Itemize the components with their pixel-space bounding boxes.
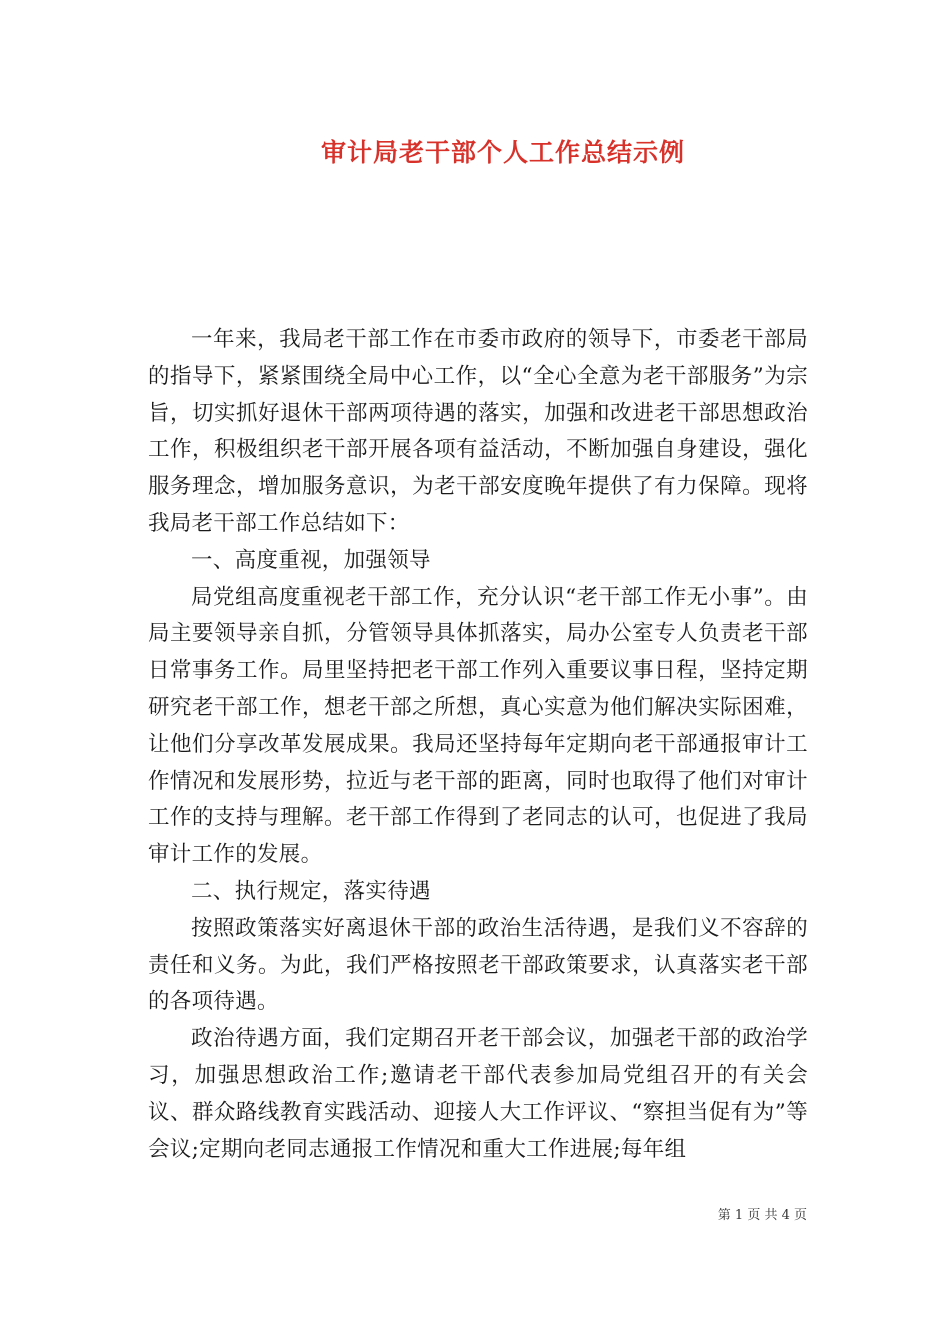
document-title: 审计局老干部个人工作总结示例 <box>320 138 685 167</box>
paragraph-intro: 一年来，我局老干部工作在市委市政府的领导下，市委老干部局的指导下，紧紧围绕全局中心工作，以“全心全意为老干部服务”为宗旨，切实抓好退休干部两项待遇的落实，加强和改进老干部思想政治工作，积极组织老干部开展各项有益活动，不断加强自身建设，强化服务理念，增加服务意识，为老干部安度晚年提供了有力保障。现将我局老干部工作总结如下： <box>148 327 808 536</box>
paragraph-section-1: 局党组高度重视老干部工作，充分认识“老干部工作无小事”。由局主要领导亲自抓，分管领导具体抓落实，局办公室专人负责老干部日常事务工作。局里坚持把老干部工作列入重要议事日程，坚持定期研究老干部工作，想老干部之所想，真心实意为他们解决实际困难，让他们分享改革发展成果。我局还坚持每年定期向老干部通报审计工作情况和发展形势，拉近与老干部的距离，同时也取得了他们对审计工作的支持与理解。老干部工作得到了老同志的认可，也促进了我局审计工作的发展。 <box>148 584 808 868</box>
document-body <box>148 322 808 1168</box>
paragraph-political-treatment: 政治待遇方面，我们定期召开老干部会议，加强老干部的政治学习，加强思想政治工作;邀请老干部代表参加局党组召开的有关会议、群众路线教育实践活动、迎接人大工作评议、“察担当促有为”等会议;定期向老同志通报工作情况和重大工作进展;每年组 <box>148 1026 808 1162</box>
paragraph-section-2: 按照政策落实好离退休干部的政治生活待遇，是我们义不容辞的责任和义务。为此，我们严格按照老干部政策要求，认真落实老干部的各项待遇。 <box>148 915 808 1015</box>
section-heading-2: 二、执行规定，落实待遇 <box>191 878 431 904</box>
section-heading-1: 一、高度重视，加强领导 <box>191 547 431 573</box>
page-number-footer: 第 1 页 共 4 页 <box>717 1208 807 1223</box>
